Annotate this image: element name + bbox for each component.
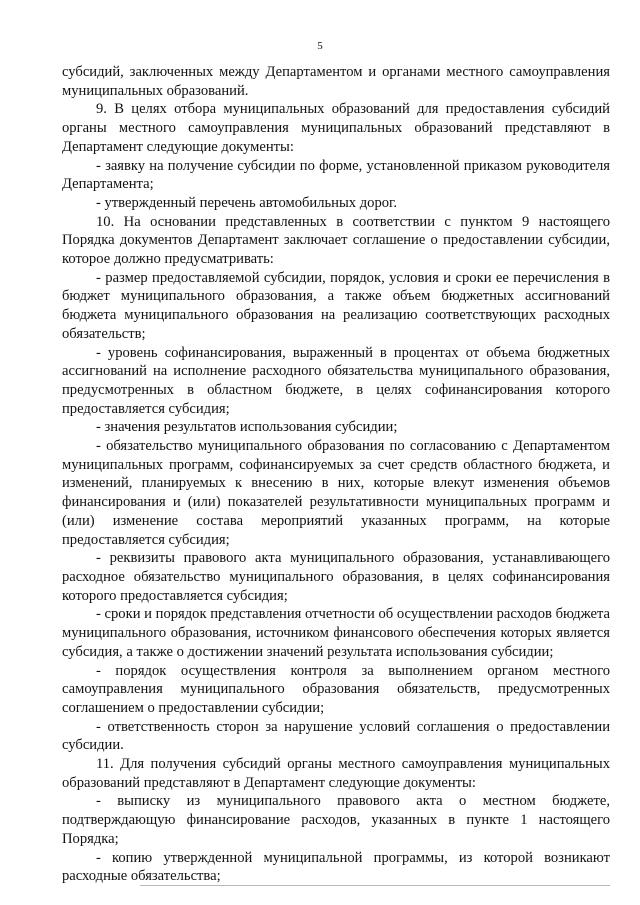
document-body xyxy=(62,63,610,886)
paragraph-item-11: 11. Для получения субсидий органы местного самоуправления муниципальных образований представляют в Департамент следующие документы: xyxy=(62,756,610,791)
list-item-result-values: - значения результатов использования субсидии; xyxy=(96,419,398,436)
list-item-cofinancing-level: - уровень софинансирования, выраженный в процентах от объема бюджетных ассигнований на исполнение расходного обязательства муниципального образования, предусмотренных в областном бюджете, в целях софинансирования которого предоставляется субсидия; xyxy=(62,344,610,417)
paragraph-item-9: 9. В целях отбора муниципальных образований для предоставления субсидий органы местного самоуправления муниципальных образований представляют в Департамент следующие документы: xyxy=(62,101,610,155)
list-item-responsibility: - ответственность сторон за нарушение условий соглашения о предоставлении субсидии. xyxy=(62,718,610,754)
list-item-subsidy-size: - размер предоставляемой субсидии, порядок, условия и сроки ее перечисления в бюджет муниципального образования, а также объем бюджетных ассигнований бюджета муниципального образования на реализацию соответствующих расходных обязательств; xyxy=(62,269,610,342)
list-item-legal-act: - реквизиты правового акта муниципального образования, устанавливающего расходное обязательство муниципального образования, в целях софинансирования которого предоставляется субсидия; xyxy=(62,550,610,604)
list-item-program-copy: - копию утвержденной муниципальной программы, из которой возникают расходные обязательства; xyxy=(62,849,610,885)
list-item-control: - порядок осуществления контроля за выполнением органом местного самоуправления муниципального образования обязательств, предусмотренных соглашением о предоставлении субсидии; xyxy=(62,662,610,716)
paragraph-continuation: субсидий, заключенных между Департаментом и органами местного самоуправления муниципальных образований. xyxy=(62,64,610,99)
list-item-road-list: - утвержденный перечень автомобильных дорог. xyxy=(96,194,398,211)
paragraph-item-10: 10. На основании представленных в соответствии с пунктом 9 настоящего Порядка документов Департамент заключает соглашение о предоставлении субсидии, которое должно предусматривать: xyxy=(62,213,610,268)
footer-divider xyxy=(140,885,610,886)
list-item-obligation: - обязательство муниципального образования по согласованию с Департаментом муниципальных программ, софинансируемых за счет средств областного бюджета, и изменений, планируемых к внесению в них, которые влекут изменения объемов финансирования и (или) показателей результативности муниципальных программ и (или) изменение состава мероприятий указанных программ, на которые предоставляется субсидия; xyxy=(62,438,610,548)
list-item-reporting: - сроки и порядок представления отчетности об осуществлении расходов бюджета муниципального образования, источником финансового обеспечения которых является субсидия, а также о достижении значений результата использования субсидии; xyxy=(62,606,610,660)
list-item-budget-extract: - выписку из муниципального правового акта о местном бюджете, подтверждающую финансирование расходов, указанных в пункте 1 настоящего Порядка; xyxy=(62,793,610,847)
list-item-application: - заявку на получение субсидии по форме, установленной приказом руководителя Департамента; xyxy=(62,157,610,193)
page-number: 5 xyxy=(317,40,323,52)
